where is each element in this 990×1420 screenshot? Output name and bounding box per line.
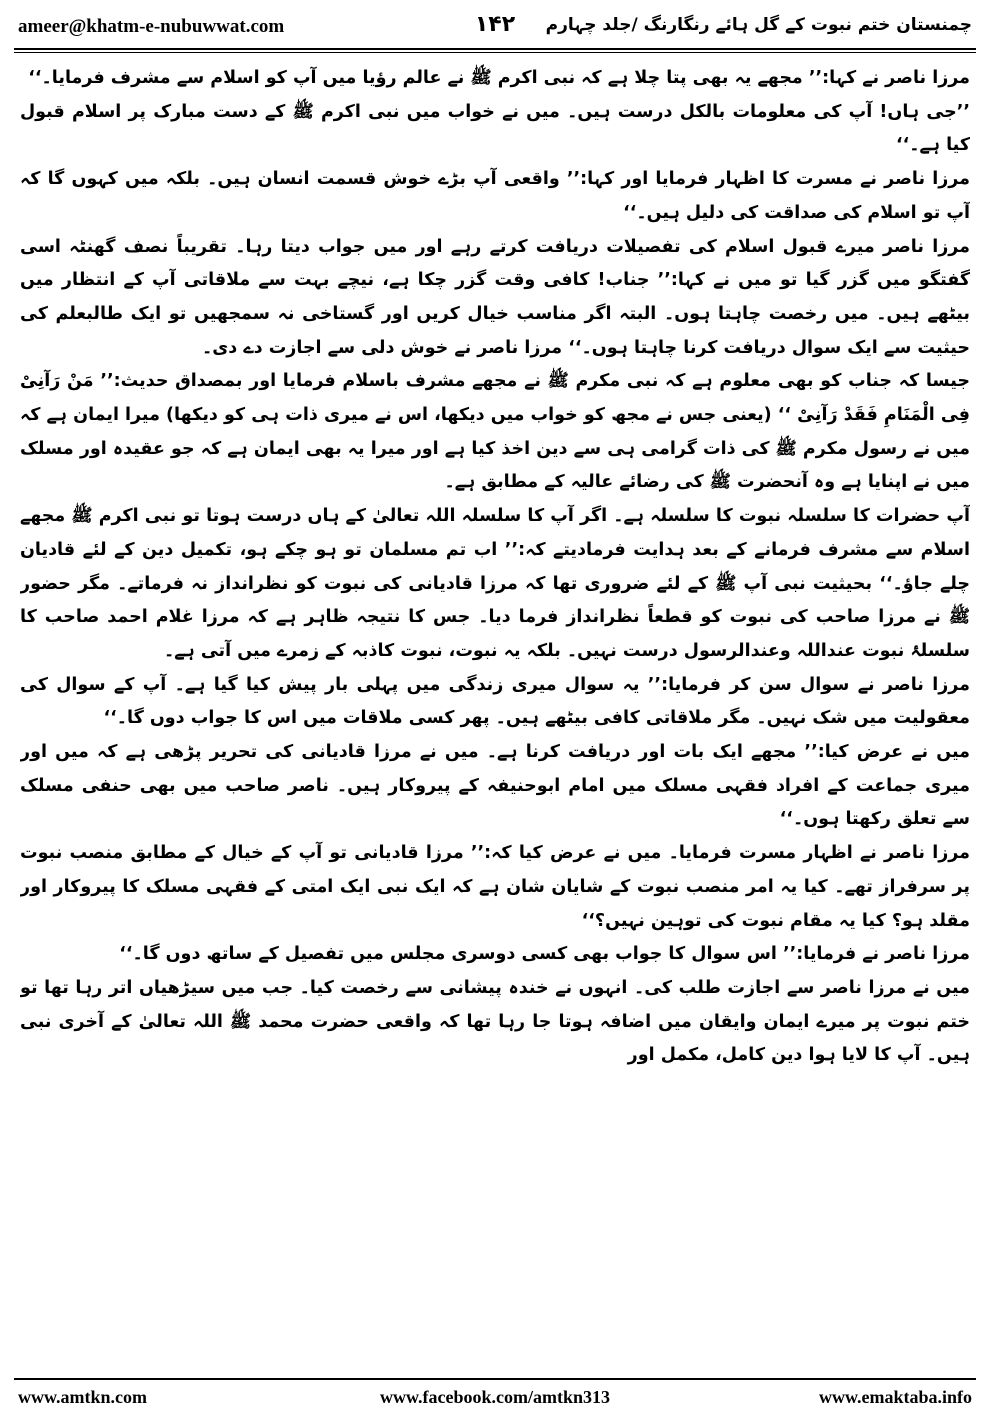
- footer-link-facebook[interactable]: www.facebook.com/amtkn313: [380, 1387, 610, 1407]
- paragraph: میں نے مرزا ناصر سے اجازت طلب کی۔ انہوں نے خندہ پیشانی سے رخصت کیا۔ جب میں سیڑھیاں اتر رہا تھا تو ختم نبوت پر میرے ایمان وایقان میں اضافہ ہوتا جا رہا تھا کہ واقعی حضرت محمد ﷺ اللہ تعالیٰ کے آخری نبی ہیں۔ آپ کا لایا ہوا دین کامل، مکمل اور: [20, 977, 970, 1066]
- paragraph: مرزا ناصر میرے قبول اسلام کی تفصیلات دریافت کرتے رہے اور میں جواب دیتا رہا۔ تقریباً نصف گھنٹہ اسی گفتگو میں گزر گیا تو میں نے کہا:’’ جناب! کافی وقت گزر چکا ہے، نیچے بہت سے ملاقاتی آپ کے انتظار میں بیٹھے ہیں۔ میں رخصت چاہتا ہوں۔ البتہ اگر مناسب خیال کریں اور گستاخی نہ سمجھیں تو ایک طالبعلم کی حیثیت سے ایک سوال دریافت کرنا چاہتا ہوں۔‘‘ مرزا ناصر نے خوش دلی سے اجازت دے دی۔: [20, 236, 970, 358]
- page-footer: [14, 1385, 976, 1413]
- footer-link-emaktaba[interactable]: www.emaktaba.info: [818, 1387, 972, 1407]
- paragraph: مرزا ناصر نے اظہار مسرت فرمایا۔ میں نے عرض کیا کہ:’’ مرزا قادیانی تو آپ کے خیال کے مطابق منصب نبوت پر سرفراز تھے۔ کیا یہ امر منصب نبوت کے شایان شان ہے کہ ایک نبی ایک امتی کے فقہی مسلک کا پیروکار اور مقلد ہو؟ کیا یہ مقام نبوت کی توہین نہیں؟‘‘: [20, 843, 970, 931]
- header-rule: [14, 48, 976, 50]
- footer-link-amtkn[interactable]: www.amtkn.com: [18, 1387, 147, 1407]
- book-title: چمنستان ختم نبوت کے گل ہائے رنگارنگ /جلد چہارم: [545, 15, 972, 35]
- page-number: ۱۴۲: [474, 12, 516, 37]
- paragraph: میں نے عرض کیا:’’ مجھے ایک بات اور دریافت کرنا ہے۔ میں نے مرزا قادیانی کی تحریر پڑھی ہے کہ میں اور میری جماعت کے افراد فقہی مسلک میں امام ابوحنیفہ کے پیروکار ہیں۔ ناصر صاحب میں بھی حنفی مسلک سے تعلق رکھتا ہوں۔‘‘: [20, 742, 970, 830]
- paragraph: مرزا ناصر نے فرمایا:’’ اس سوال کا جواب بھی کسی دوسری مجلس میں تفصیل کے ساتھ دوں گا۔‘‘: [119, 944, 970, 965]
- paragraph: ’’جی ہاں! آپ کی معلومات بالکل درست ہیں۔ میں نے خواب میں نبی اکرم ﷺ کے دست مبارک پر اسلام قبول کیا ہے۔‘‘: [20, 101, 970, 156]
- paragraph: مرزا ناصر نے کہا:’’ مجھے یہ بھی پتا چلا ہے کہ نبی اکرم ﷺ نے عالم رؤیا میں آپ کو اسلام سے مشرف فرمایا۔‘‘: [28, 68, 970, 88]
- paragraph: مرزا ناصر نے مسرت کا اظہار فرمایا اور کہا:’’ واقعی آپ بڑے خوش قسمت انسان ہیں۔ بلکہ میں کہوں گا کہ آپ تو اسلام کی صداقت کی دلیل ہیں۔‘‘: [20, 169, 970, 223]
- header-email: ameer@khatm-e-nubuwwat.com: [18, 16, 285, 37]
- footer-rule: [14, 1378, 976, 1380]
- paragraph: آپ حضرات کا سلسلہ نبوت کا سلسلہ ہے۔ اگر آپ کا سلسلہ اللہ تعالیٰ کے ہاں درست ہوتا تو نبی اکرم ﷺ مجھے اسلام سے مشرف فرمانے کے بعد ہدایت فرمادیتے کہ:’’ اب تم مسلمان تو ہو چکے ہو، تکمیل دین کے لئے قادیان چلے جاؤ۔‘‘ بحیثیت نبی آپ ﷺ کے لئے ضروری تھا کہ مرزا قادیانی کی نبوت کو نظرانداز نہ فرماتے۔ مگر حضور ﷺ نے مرزا صاحب کی نبوت کو قطعاً نظرانداز فرما دیا۔ جس کا نتیجہ ظاہر ہے کہ مرزا غلام احمد صاحب کا سلسلۂ نبوت عنداللہ وعندالرسول درست نہیں۔ بلکہ یہ نبوت، نبوت کاذبہ کے زمرے میں آتی ہے۔: [20, 506, 970, 661]
- header-rule-thin: [14, 52, 976, 53]
- paragraph: مرزا ناصر نے سوال سن کر فرمایا:’’ یہ سوال میری زندگی میں پہلی بار پیش کیا گیا ہے۔ آپ کے سوال کی معقولیت میں شک نہیں۔ مگر ملاقاتی کافی بیٹھے ہیں۔ پھر کسی ملاقات میں اس کا جواب دوں گا۔‘‘: [20, 674, 970, 729]
- page-header: [14, 10, 976, 44]
- paragraph: جیسا کہ جناب کو بھی معلوم ہے کہ نبی مکرم ﷺ نے مجھے مشرف باسلام فرمایا اور بمصداق حدیث:’’ مَنْ رَآنِیْ فِی الْمَنَامِ فَقَدْ رَآنِیْ ‘‘ (یعنی جس نے مجھ کو خواب میں دیکھا، اس نے میری ذات ہی کو دیکھا) میرا ایمان ہے کہ میں نے رسول مکرم ﷺ کی ذات گرامی ہی سے دین اخذ کیا ہے اور میرا یہ بھی ایمان ہے کہ جو عقیدہ اور مسلک میں نے اپنایا ہے وہ آنحضرت ﷺ کی رضائے عالیہ کے مطابق ہے۔: [20, 371, 970, 493]
- page-body-text: [20, 62, 970, 1372]
